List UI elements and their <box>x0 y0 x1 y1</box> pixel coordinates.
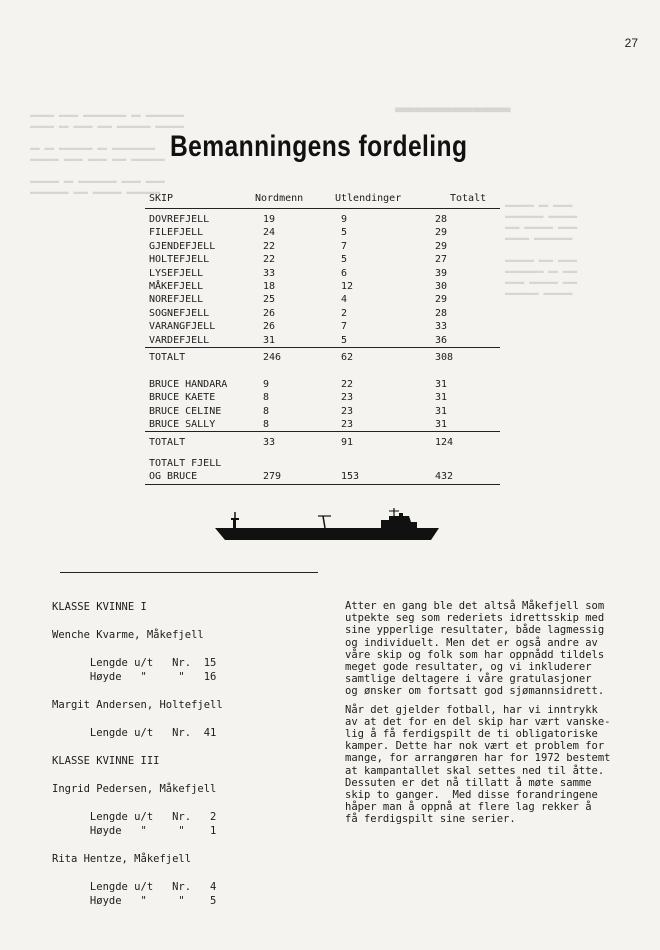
norwegians: 8 <box>263 419 270 431</box>
table-header <box>145 193 500 209</box>
ship-name: BRUCE HANDARA <box>149 379 228 390</box>
result-line <box>52 614 223 628</box>
norwegians: 18 <box>263 280 276 292</box>
norwegians: 246 <box>263 352 282 363</box>
divider <box>145 347 500 348</box>
total-label: TOTALT <box>149 437 186 448</box>
total: 30 <box>435 280 448 292</box>
paragraph-2: Når det gjelder fotball, har vi inntrykk av at det for en del skip har vært vanske- lig å få ferdigspilt de ti obligatoriske kamper. Dette har nok vært et problem for mange, for arrangøren har for 1972 bestemt at kampantallet skal settes ned til åtte. Dessuten er det nå tillatt å møte samme skip to ganger. Med disse forandringene håper man å oppnå at flere lag rekker å få ferdigspilt sine serier. <box>345 703 611 826</box>
table-row <box>145 405 500 418</box>
total: 31 <box>435 419 448 431</box>
total: 124 <box>435 437 454 448</box>
foreigners: 22 <box>341 379 354 390</box>
foreigners: 4 <box>341 294 348 306</box>
norwegians: 22 <box>263 240 276 252</box>
total: 31 <box>435 379 448 390</box>
total: 29 <box>435 294 448 306</box>
total-label: TOTALT <box>149 352 186 363</box>
section-divider <box>60 572 318 573</box>
result-line <box>52 712 223 726</box>
table-row <box>145 213 500 226</box>
ship-name: FILEFJELL <box>149 227 204 239</box>
table-row <box>145 293 500 306</box>
table-row <box>145 391 500 404</box>
result-line: Høyde " " 16 <box>52 671 217 683</box>
table-row <box>145 253 500 266</box>
ship-name: LYSEFJELL <box>149 267 204 279</box>
ship-name: BRUCE KAETE <box>149 392 216 404</box>
page-number: 27 <box>624 36 638 50</box>
result-line: Høyde " " 1 <box>52 825 217 837</box>
table-total-fjell <box>145 351 500 364</box>
norwegians: 8 <box>263 392 270 404</box>
norwegians: 19 <box>263 214 276 225</box>
total: 33 <box>435 321 448 333</box>
total: 28 <box>435 214 448 225</box>
result-line <box>52 684 223 698</box>
foreigners: 2 <box>341 307 348 319</box>
col-header-ship: SKIP <box>149 193 174 204</box>
norwegians: 33 <box>263 267 276 279</box>
ship-name: BRUCE SALLY <box>149 419 216 431</box>
result-line <box>52 642 223 656</box>
ship-illustration <box>213 508 443 542</box>
result-line: Lengde u/t Nr. 15 <box>52 657 217 669</box>
ship-name: HOLTEFJELL <box>149 254 210 266</box>
result-line <box>52 740 223 754</box>
result-line: Margit Andersen, Holtefjell <box>52 699 223 711</box>
ship-name: MÅKEFJELL <box>149 280 204 292</box>
result-line: KLASSE KVINNE III <box>52 755 160 767</box>
ship-name: GJENDEFJELL <box>149 240 216 252</box>
foreigners: 7 <box>341 240 348 252</box>
results-list <box>52 600 223 908</box>
divider <box>145 431 500 432</box>
result-line <box>52 838 223 852</box>
show-through-left: ▬▬▬▬▬ ▬▬▬▬ ▬▬▬▬▬▬▬▬▬ ▬▬ ▬▬▬▬▬▬▬▬ ▬▬▬▬▬ ▬▬ ▬▬▬▬ ▬▬▬ ▬▬▬▬▬▬▬ ▬▬▬▬▬▬ ▬▬ ▬▬ ▬▬▬▬▬▬▬ ▬▬ ▬▬▬▬▬▬▬▬▬ ▬▬▬▬▬▬ ▬▬▬▬ ▬▬▬▬ ▬▬▬ ▬▬▬▬▬▬▬ ▬▬▬▬▬▬ ▬▬ ▬▬▬▬▬▬▬▬ ▬▬▬▬ ▬▬▬▬ ▬▬▬▬▬▬▬▬ ▬▬▬ ▬▬▬▬▬▬ ▬▬▬▬▬▬▬ <box>30 111 185 197</box>
foreigners: 91 <box>341 437 354 448</box>
norwegians: 26 <box>263 307 276 319</box>
foreigners: 9 <box>341 214 348 225</box>
ship-name: VARDEFJELL <box>149 334 210 346</box>
result-line: KLASSE KVINNE I <box>52 601 147 613</box>
table-row <box>145 320 500 333</box>
foreigners: 23 <box>341 405 354 417</box>
foreigners: 5 <box>341 334 348 346</box>
ship-name: NOREFJELL <box>149 294 204 306</box>
ship-name: DOVREFJELL <box>149 214 210 225</box>
foreigners: 23 <box>341 419 354 431</box>
result-line: Ingrid Pedersen, Måkefjell <box>52 783 217 795</box>
total-row <box>145 351 500 364</box>
ship-name: VARANGFJELL <box>149 321 216 333</box>
grand-label-line1: TOTALT FJELL <box>149 458 222 469</box>
total-row <box>145 436 500 449</box>
result-line <box>52 866 223 880</box>
result-line: Rita Hentze, Måkefjell <box>52 853 192 865</box>
grand-norwegians: 279 <box>263 471 282 483</box>
foreigners: 23 <box>341 392 354 404</box>
table-row <box>145 226 500 239</box>
total: 29 <box>435 227 448 239</box>
result-line: Wenche Kvarme, Måkefjell <box>52 629 204 641</box>
norwegians: 24 <box>263 227 276 239</box>
foreigners: 6 <box>341 267 348 279</box>
table-row <box>145 307 500 320</box>
norwegians: 8 <box>263 405 270 417</box>
foreigners: 12 <box>341 280 354 292</box>
norwegians: 9 <box>263 379 270 390</box>
grand-total: 432 <box>435 471 454 483</box>
foreigners: 62 <box>341 352 354 363</box>
total: 28 <box>435 307 448 319</box>
total: 39 <box>435 267 448 279</box>
result-line: Lengde u/t Nr. 4 <box>52 881 217 893</box>
ship-name: SOGNEFJELL <box>149 307 210 319</box>
total: 31 <box>435 392 448 404</box>
norwegians: 25 <box>263 294 276 306</box>
table-row <box>145 280 500 293</box>
col-header-norwegians: Nordmenn <box>255 193 304 204</box>
paragraph-1: Atter en gang ble det altså Måkefjell som utpekte seg som rederiets idrettsskip med sine ypperlige resultater, både lagmessig og individuelt. Men det er også andre av våre skip og folk som har oppnådd tildels meget gode resultater, og vi inkluderer samtlige deltagere i våre gratulasjoner og ønsker om fortsatt god sjømannsidrett. <box>345 600 605 698</box>
norwegians: 26 <box>263 321 276 333</box>
norwegians: 22 <box>263 254 276 266</box>
article-text <box>345 600 635 832</box>
table-row <box>145 267 500 280</box>
total: 308 <box>435 352 454 363</box>
foreigners: 5 <box>341 254 348 266</box>
table-grand-total <box>145 457 500 484</box>
table-row <box>145 378 500 391</box>
table-total-bruce <box>145 436 500 449</box>
foreigners: 7 <box>341 321 348 333</box>
norwegians: 33 <box>263 437 276 448</box>
table-group-fjell <box>145 213 500 347</box>
result-line <box>52 768 223 782</box>
norwegians: 31 <box>263 334 276 346</box>
grand-foreigners: 153 <box>341 471 360 483</box>
total: 36 <box>435 334 448 346</box>
page-title: Bemanningens fordeling <box>170 130 468 163</box>
result-line: Lengde u/t Nr. 41 <box>52 727 217 739</box>
total: 27 <box>435 254 448 266</box>
grand-label-line2: OG BRUCE <box>149 471 198 483</box>
table-group-bruce <box>145 378 500 432</box>
foreigners: 5 <box>341 227 348 239</box>
total: 31 <box>435 405 448 417</box>
show-through-heading: ▬▬▬▬▬▬▬▬▬▬▬▬ <box>395 99 511 118</box>
table-row <box>145 418 500 431</box>
total: 29 <box>435 240 448 252</box>
divider <box>145 484 500 485</box>
table-row <box>145 240 500 253</box>
table-row <box>145 334 500 347</box>
result-line <box>52 796 223 810</box>
result-line: Høyde " " 5 <box>52 895 217 907</box>
col-header-foreigners: Utlendinger <box>335 193 402 204</box>
col-header-total: Totalt <box>450 193 487 204</box>
ship-name: BRUCE CELINE <box>149 405 222 417</box>
show-through-right: ▬▬▬▬▬▬ ▬▬ ▬▬▬▬ ▬▬▬▬▬▬▬▬ ▬▬▬▬▬▬ ▬▬▬ ▬▬▬▬▬▬ ▬▬▬▬ ▬▬▬▬▬ ▬▬▬▬▬▬▬▬ ▬▬▬▬▬▬ ▬▬▬ ▬▬▬▬ ▬▬▬▬▬▬▬▬ ▬▬ ▬▬▬ ▬▬▬▬ ▬▬▬▬▬▬ ▬▬▬ ▬▬▬▬▬▬▬ ▬▬▬▬▬▬ <box>505 201 578 298</box>
result-line: Lengde u/t Nr. 2 <box>52 811 217 823</box>
